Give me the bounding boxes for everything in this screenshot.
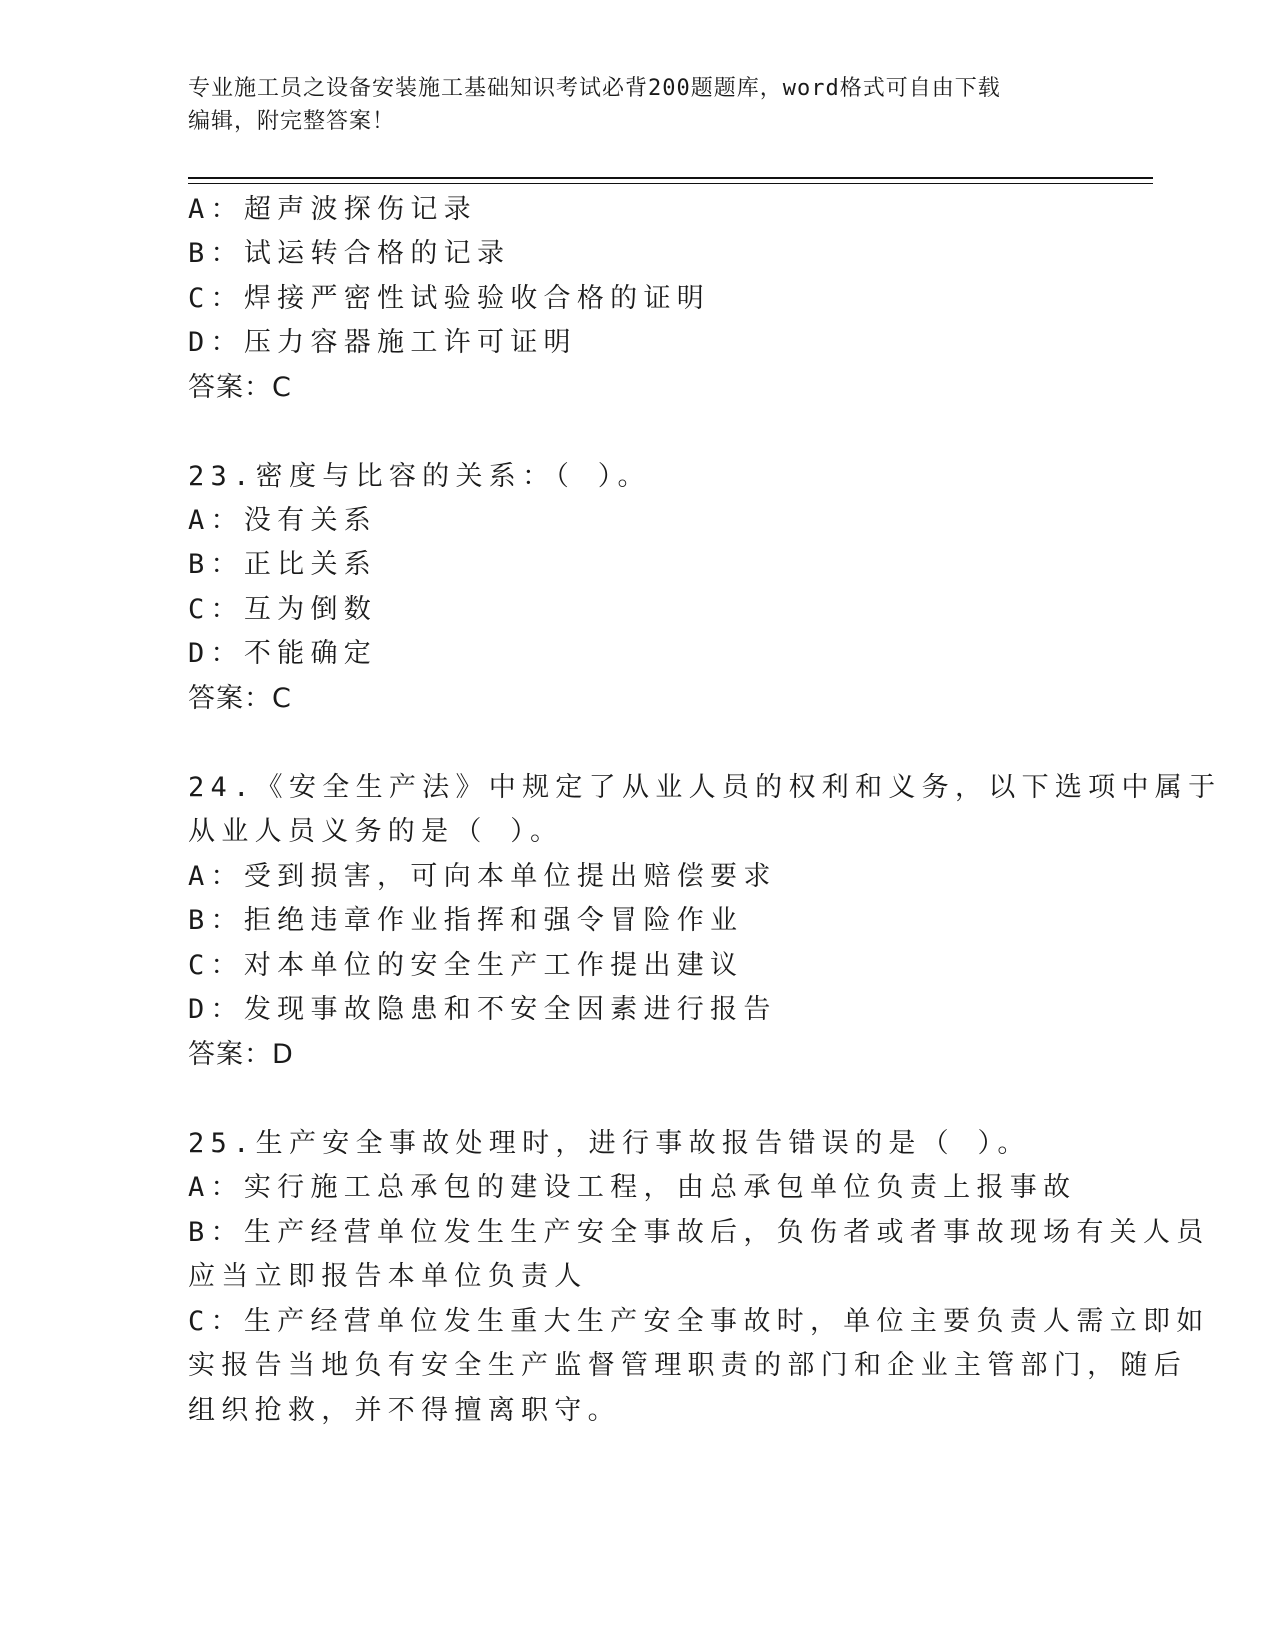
q22-option-a: A：超声波探伤记录 bbox=[188, 194, 477, 225]
q25-option-c-line-1: C：生产经营单位发生重大生产安全事故时，单位主要负责人需立即如 bbox=[188, 1306, 1210, 1337]
q23-question: 23.密度与比容的关系：（ ）。 bbox=[188, 461, 651, 492]
q22-option-c: C：焊接严密性试验验收合格的证明 bbox=[188, 283, 711, 314]
q24-option-c: C：对本单位的安全生产工作提出建议 bbox=[188, 950, 744, 981]
q24-answer: 答案：D bbox=[188, 1039, 294, 1070]
q25-option-c-line-3: 组织抢救，并不得擅离职守。 bbox=[188, 1395, 621, 1426]
header-line-1: 专业施工员之设备安装施工基础知识考试必背200题题库，word格式可自由下载 bbox=[188, 76, 1001, 101]
q25-option-a: A：实行施工总承包的建设工程，由总承包单位负责上报事故 bbox=[188, 1172, 1077, 1203]
q24-option-a: A：受到损害，可向本单位提出赔偿要求 bbox=[188, 861, 777, 892]
q24-question-line-2: 从业人员义务的是（ ）。 bbox=[188, 816, 564, 847]
q22-answer: 答案：C bbox=[188, 372, 292, 403]
header-rule-thin bbox=[188, 183, 1153, 184]
q22-option-d: D：压力容器施工许可证明 bbox=[188, 327, 577, 358]
q23-answer: 答案：C bbox=[188, 683, 292, 714]
q23-option-a: A：没有关系 bbox=[188, 505, 378, 536]
q24-option-d: D：发现事故隐患和不安全因素进行报告 bbox=[188, 994, 777, 1025]
q24-option-b: B：拒绝违章作业指挥和强令冒险作业 bbox=[188, 905, 744, 936]
q22-option-b: B：试运转合格的记录 bbox=[188, 238, 511, 269]
q25-option-b-line-1: B：生产经营单位发生生产安全事故后，负伤者或者事故现场有关人员 bbox=[188, 1217, 1210, 1248]
header-rule-thick bbox=[188, 177, 1153, 179]
q25-question: 25.生产安全事故处理时，进行事故报告错误的是（ ）。 bbox=[188, 1128, 1031, 1159]
q23-option-b: B：正比关系 bbox=[188, 549, 378, 580]
q25-option-c-line-2: 实报告当地负有安全生产监督管理职责的部门和企业主管部门，随后 bbox=[188, 1350, 1187, 1381]
q23-option-c: C：互为倒数 bbox=[188, 594, 378, 625]
q23-option-d: D：不能确定 bbox=[188, 638, 378, 669]
q24-question-line-1: 24.《安全生产法》中规定了从业人员的权利和义务，以下选项中属于 bbox=[188, 772, 1222, 803]
header-line-2: 编辑，附完整答案！ bbox=[188, 109, 396, 134]
document-header bbox=[188, 72, 1068, 138]
q25-option-b-line-2: 应当立即报告本单位负责人 bbox=[188, 1261, 588, 1292]
